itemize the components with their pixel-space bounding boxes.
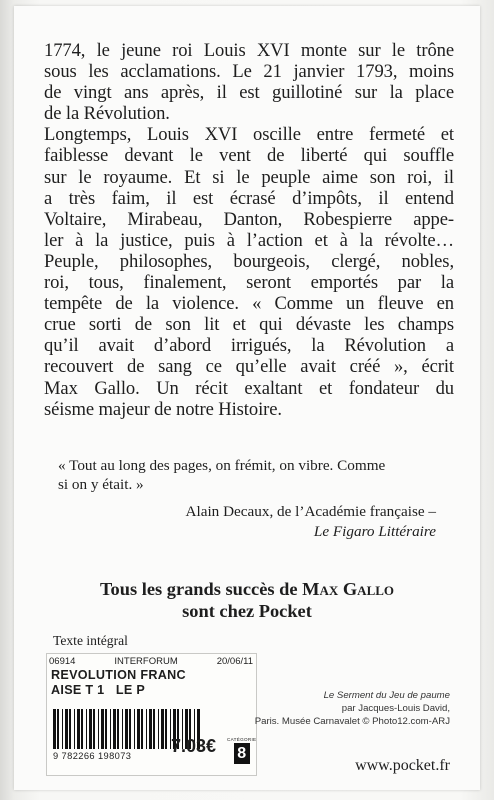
blurb-line: ler à la justice, puis à l’action et à la révolte… — [44, 229, 454, 251]
sticker-distributor: INTERFORUM — [114, 656, 178, 667]
barcode-bar — [69, 709, 71, 749]
image-credit — [255, 690, 450, 728]
barcode-bar — [93, 709, 95, 749]
barcode-bar — [117, 709, 119, 749]
review-quote — [58, 457, 438, 494]
barcode-bar — [81, 709, 83, 749]
blurb-text — [44, 40, 454, 420]
barcode-bar — [57, 709, 59, 749]
barcode-bar — [98, 709, 99, 749]
blurb-line: 1774, le jeune roi Louis XVI monte sur le trône — [44, 40, 454, 61]
barcode-bar — [89, 709, 92, 749]
blurb-line: qu’il avait d’abord irrigués, la Révolution a — [44, 335, 454, 357]
barcode-bar — [113, 709, 116, 749]
price-label: 7.03€ — [171, 736, 217, 756]
edition-note: Texte intégral — [53, 633, 128, 648]
barcode-bar — [86, 709, 87, 749]
quote-source: Le Figaro Littéraire — [313, 522, 436, 540]
category-number: 8 — [234, 743, 250, 764]
credit-location: Paris. Musée Carnavalet © Photo12.com-ARJ — [254, 715, 450, 727]
barcode-bar — [161, 709, 164, 749]
barcode-bar — [141, 709, 143, 749]
quote-attribution — [186, 502, 436, 541]
sticker-code: 06914 — [49, 656, 76, 667]
blurb-line: faiblesse devant le vent de liberté qui souffle — [44, 145, 454, 167]
barcode-bar — [122, 709, 123, 749]
blurb-line: Peuple, philosophes, bourgeois, clergé, nobles, — [44, 250, 454, 272]
credit-artist: par Jacques-Louis David, — [341, 702, 450, 714]
promo-line-2: sont chez Pocket — [182, 601, 312, 621]
barcode-bar — [125, 709, 128, 749]
barcode-bar — [153, 709, 155, 749]
barcode-bar — [101, 709, 104, 749]
barcode-bar — [77, 709, 80, 749]
promo-line-1 — [14, 578, 480, 600]
category-label: CATÉGORIE — [227, 737, 257, 742]
blurb-line: sur le royaume. Et si le peuple aime son roi, il — [44, 166, 454, 188]
blurb-line: de vingt ans après, il est guillotiné sur la place — [44, 82, 454, 104]
blurb-line: roi, tous, finalement, seront emportés par la — [44, 272, 454, 294]
sticker-title: REVOLUTION FRANC AISE T 1 LE P — [51, 668, 186, 697]
blurb-line: séisme majeur de notre Histoire. — [44, 398, 282, 420]
barcode-bar — [74, 709, 75, 749]
blurb-line: tempête de la violence. « Comme un fleuve en — [44, 293, 454, 315]
quote-line: si on y était. » — [58, 475, 144, 493]
sticker-header — [49, 656, 253, 667]
barcode-bar — [129, 709, 131, 749]
blurb-line: recouvert de sang ce qu’elle avait créé », écrit — [44, 356, 454, 378]
blurb-line: Voltaire, Mirabeau, Danton, Robespierre appe- — [44, 208, 454, 230]
blurb-line: a très faim, il est écrasé d’impôts, il entend — [44, 187, 454, 209]
barcode-digits: 9 782266 198073 — [53, 751, 132, 761]
barcode-bar — [137, 709, 140, 749]
quote-line: « Tout au long des pages, on frémit, on vibre. Comme — [58, 457, 386, 474]
barcode-bar — [146, 709, 147, 749]
barcode-bar — [149, 709, 152, 749]
barcode-bar — [110, 709, 111, 749]
blurb-line: de la Révolution. — [44, 103, 170, 125]
publisher-website: www.pocket.fr — [355, 757, 450, 774]
category-badge — [227, 737, 256, 764]
quote-author: Alain Decaux, de l’Académie française – — [185, 503, 436, 520]
blurb-line: crue sorti de son lit et qui dévaste les champs — [44, 314, 454, 336]
barcode-bar — [62, 709, 63, 749]
sticker-date: 20/06/11 — [216, 656, 253, 667]
barcode-bar — [65, 709, 68, 749]
barcode-bar — [165, 709, 167, 749]
blurb-line: Max Gallo. Un récit exaltant et fondateur du — [44, 377, 454, 399]
credit-title: Le Serment du Jeu de paume — [323, 690, 450, 701]
blurb-line: sous les acclamations. Le 21 janvier 1793, moins — [44, 61, 454, 83]
blurb-line: Longtemps, Louis XVI oscille entre fermeté et — [44, 124, 454, 146]
barcode-bar — [53, 709, 56, 749]
promo-author-name: Max Gallo — [302, 579, 395, 599]
barcode-bar — [105, 709, 107, 749]
barcode-bar — [158, 709, 159, 749]
price-sticker — [46, 653, 257, 776]
promo-prefix: Tous les grands succès de — [99, 579, 303, 599]
barcode-bar — [134, 709, 135, 749]
